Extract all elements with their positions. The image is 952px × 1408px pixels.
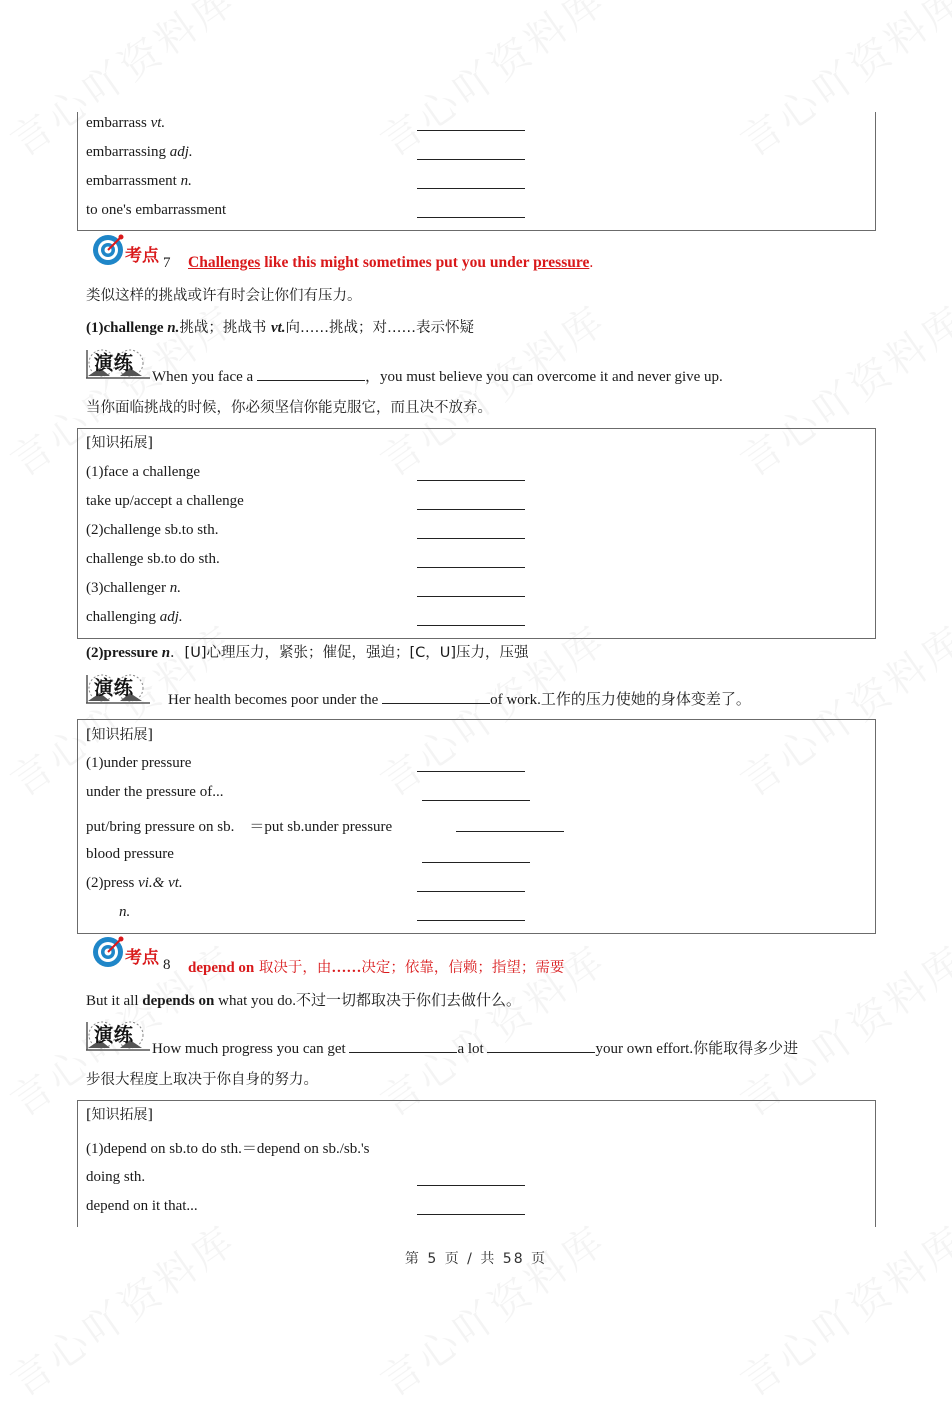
practice-sentence: When you face a ，you must believe you can overcome it and never give up. [152,365,723,386]
answer-blank[interactable] [257,366,365,381]
vocab-entry-challenge: (1)challenge n.挑战；挑战书 vt.向……挑战；对……表示怀疑 [86,320,475,336]
watermark [728,929,952,1127]
page-number: 第 5 页 / 共 58 页 [404,1251,548,1267]
answer-blank[interactable] [417,188,525,189]
box2-row-3: (2)challenge sb.to sth. [86,522,219,538]
knowledge-box-title: [知识拓展] [86,435,153,451]
box1-row-2: embarrassing adj. [86,144,193,160]
box4-row-2: doing sth. [86,1169,146,1185]
answer-blank[interactable] [417,130,525,131]
translation: 步很大程度上取决于你自身的努力。 [86,1072,318,1088]
answer-blank[interactable] [417,920,525,921]
kaodian-sentence: Challenges like this might sometimes put you under pressure. [188,254,594,271]
vocab-entry-pressure: (2)pressure n．[U]心理压力，紧张；催促，强迫；[C，U]压力，压强 [86,645,529,661]
answer-blank[interactable] [417,538,525,539]
answer-blank[interactable] [417,480,525,481]
answer-blank[interactable] [417,771,525,772]
kaodian-label: 考点 [125,246,159,266]
answer-blank[interactable] [417,217,525,218]
kaodian-number: 8 [163,957,171,973]
box4-row-1: (1)depend on sb.to do sth.＝depend on sb./sb.'s [86,1141,370,1157]
watermark [0,1209,246,1407]
answer-blank[interactable] [349,1038,457,1053]
box4-row-3: depend on it that... [86,1198,198,1214]
box3-row-3: put/bring pressure on sb. ＝put sb.under pressure [86,819,393,835]
box1-row-3: embarrassment n. [86,173,192,189]
practice-sentence: How much progress you can get a lot your own effort.你能取得多少进 [152,1037,798,1058]
box3-row-1: (1)under pressure [86,755,192,771]
answer-blank[interactable] [382,689,490,704]
practice-badge: 演练 [86,348,150,378]
translation: 类似这样的挑战或许有时会让你们有压力。 [86,288,362,304]
box3-row-5: (2)press vi.& vt. [86,875,183,891]
answer-blank[interactable] [417,596,525,597]
target-icon [91,231,127,267]
kaodian-number: 7 [163,255,171,271]
box2-row-5: (3)challenger n. [86,580,181,596]
practice-badge: 演练 [86,673,150,703]
practice-sentence: Her health becomes poor under the of work.工作的压力使她的身体变差了。 [168,688,751,709]
answer-blank[interactable] [422,800,530,801]
box1-row-1: embarrass vt. [86,115,166,131]
kaodian-label: 考点 [125,948,159,968]
box3-row-2: under the pressure of... [86,784,224,800]
answer-blank[interactable] [417,567,525,568]
kaodian-phrase: depend on 取决于，由……决定；依靠，信赖；指望；需要 [188,960,565,976]
box2-row-4: challenge sb.to do sth. [86,551,220,567]
watermark [728,1209,952,1407]
translation: 当你面临挑战的时候，你必须坚信你能克服它，而且决不放弃。 [86,400,492,416]
answer-blank[interactable] [417,509,525,510]
answer-blank[interactable] [417,1214,525,1215]
answer-blank[interactable] [417,159,525,160]
box2-row-2: take up/accept a challenge [86,493,244,509]
box3-row-4: blood pressure [86,846,174,862]
answer-blank[interactable] [417,1185,525,1186]
box2-row-6: challenging adj. [86,609,183,625]
practice-badge: 演练 [86,1020,150,1050]
answer-blank[interactable] [422,862,530,863]
answer-blank[interactable] [487,1038,595,1053]
target-icon [91,933,127,969]
answer-blank[interactable] [417,891,525,892]
box3-row-6: n. [119,904,131,920]
knowledge-box-title: [知识拓展] [86,1107,153,1123]
answer-blank[interactable] [456,831,564,832]
knowledge-box-title: [知识拓展] [86,727,153,743]
box2-row-1: (1)face a challenge [86,464,201,480]
watermark [368,1209,617,1407]
example-sentence: But it all depends on what you do.不过一切都取决于你们去做什么。 [86,993,522,1009]
box1-row-4: to one's embarrassment [86,202,227,218]
answer-blank[interactable] [417,625,525,626]
